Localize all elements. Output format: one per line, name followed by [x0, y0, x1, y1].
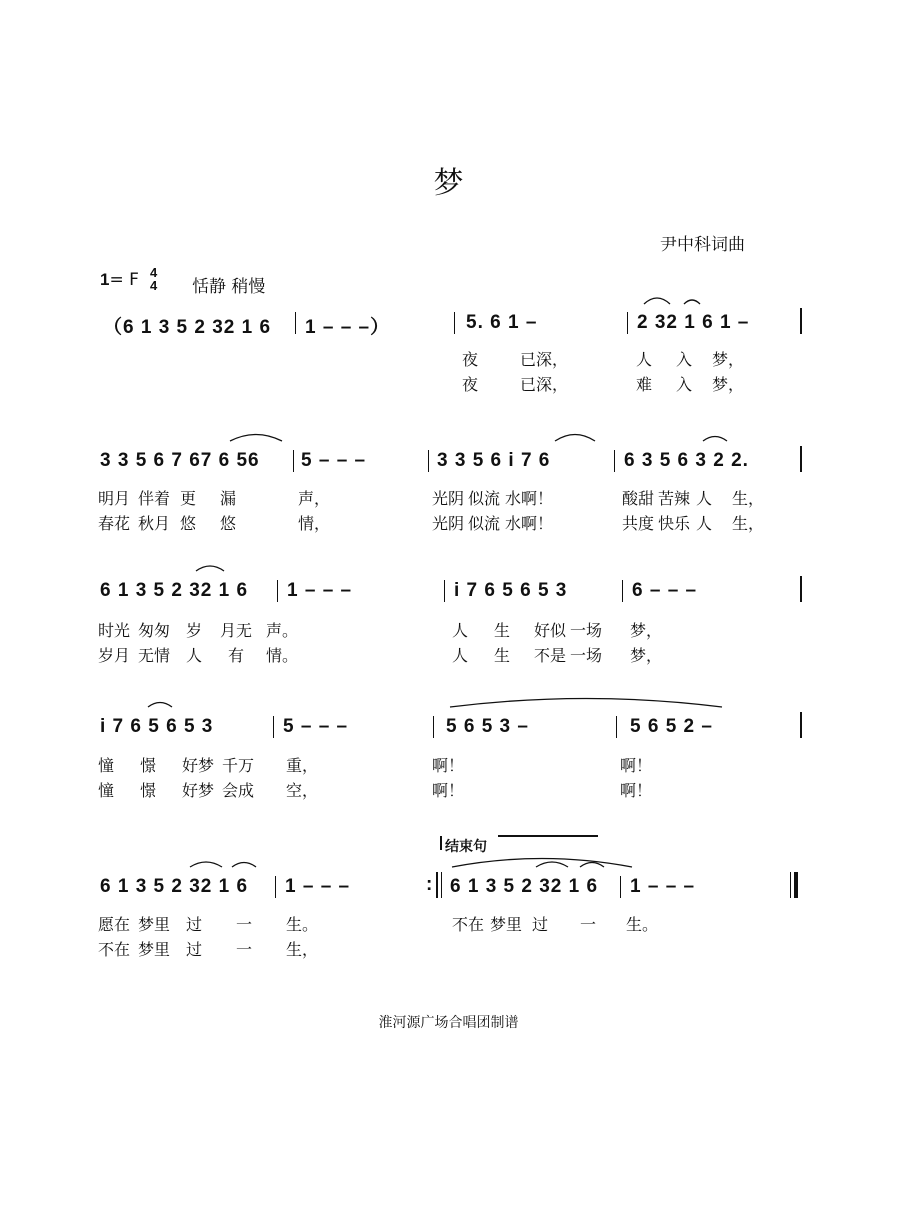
lyric: 月无	[220, 621, 253, 640]
slur	[555, 435, 595, 442]
lyric: 梦，	[630, 621, 663, 640]
lyric: 匆匆	[138, 621, 171, 640]
slur	[190, 862, 222, 867]
lyric: 梦，	[630, 646, 663, 665]
slur	[452, 859, 632, 868]
lyric: 酸甜	[622, 489, 655, 508]
lyric: 岁月	[98, 646, 131, 665]
lyric: 啊！	[432, 756, 465, 775]
lyric: 时光	[98, 621, 131, 640]
slur	[684, 300, 700, 304]
repeat-sign-dots: :	[426, 874, 434, 895]
lyric: 憬	[140, 756, 157, 775]
lyric: 有	[228, 646, 245, 665]
time-signature-bottom: 4	[150, 278, 158, 293]
row3-measure2: 1 – – –	[287, 580, 353, 601]
lyric: 快乐	[658, 514, 691, 533]
lyric: 不在	[452, 915, 485, 934]
lyric: 人	[452, 646, 469, 665]
row2-measure1: 3 3 5 6 7 67 6 56	[100, 450, 260, 471]
lyric: 梦，	[712, 350, 745, 369]
slur	[148, 703, 172, 708]
lyric: 一场	[570, 646, 603, 665]
lyric: 梦里	[138, 940, 171, 959]
slur	[644, 298, 670, 304]
lyric: 过	[186, 940, 203, 959]
row5-measure4: 1 – – –	[630, 876, 696, 897]
lyric: 一	[236, 940, 253, 959]
row5-measure3: 6 1 3 5 2 32 1 6	[450, 876, 599, 897]
lyric: 重，	[286, 756, 319, 775]
lyric: 憧	[98, 756, 115, 775]
lyric: 春花	[98, 514, 131, 533]
row4-measure3: 5 6 5 3 –	[446, 716, 529, 737]
row3-measure3: i 7 6 5 6 5 3	[454, 580, 568, 601]
lyric: 千万	[222, 756, 255, 775]
lyric: 一场	[570, 621, 603, 640]
lyric: 生，	[286, 940, 319, 959]
lyric: 无情	[138, 646, 171, 665]
row1-measure3: 5. 6 1 –	[466, 312, 538, 333]
lyric: 好梦	[182, 781, 215, 800]
lyric: 人	[186, 646, 203, 665]
lyric: 过	[532, 915, 549, 934]
row5-measure2: 1 – – –	[285, 876, 351, 897]
lyric: 生。	[286, 915, 319, 934]
lyric: 悠	[220, 514, 237, 533]
slur	[580, 863, 604, 868]
lyric: 生	[494, 621, 511, 640]
lyric: 悠	[180, 514, 197, 533]
lyric: 憧	[98, 781, 115, 800]
lyric: 一	[580, 915, 597, 934]
lyric: 夜	[462, 350, 479, 369]
lyric: 不是	[534, 646, 567, 665]
lyric: 岁	[186, 621, 203, 640]
lyric: 生，	[732, 489, 765, 508]
slur	[450, 699, 722, 708]
lyric: 似流	[468, 514, 501, 533]
lyric: 苦辣	[658, 489, 691, 508]
slur	[536, 862, 568, 867]
lyric: 入	[676, 350, 693, 369]
lyric: 秋月	[138, 514, 171, 533]
lyric: 梦里	[138, 915, 171, 934]
song-title: 梦	[433, 166, 464, 201]
slur	[230, 435, 282, 442]
row2-measure3: 3 3 5 6 i 7 6	[437, 450, 551, 471]
lyric: 憬	[140, 781, 157, 800]
lyric: 情，	[298, 514, 331, 533]
slur	[232, 863, 256, 868]
lyric: 入	[676, 375, 693, 394]
lyric: 光阴	[432, 514, 465, 533]
lyric: 明月	[98, 489, 131, 508]
lyric: 更	[180, 489, 197, 508]
lyric: 过	[186, 915, 203, 934]
row1-measure2: 1 – – –）	[305, 317, 391, 338]
lyric: 啊！	[620, 781, 653, 800]
lyric: 共度	[622, 514, 655, 533]
lyric: 人	[696, 514, 713, 533]
row4-measure2: 5 – – –	[283, 716, 349, 737]
tempo-marking: 恬静 稍慢	[192, 277, 266, 297]
time-signature-top: 4	[150, 265, 158, 280]
row4-measure4: 5 6 5 2 –	[630, 716, 713, 737]
lyric: 人	[452, 621, 469, 640]
lyric: 会成	[222, 781, 255, 800]
footer-credit: 淮河源广场合唱团制谱	[378, 1015, 519, 1031]
lyric: 人	[636, 350, 653, 369]
ending-label: 结束句	[445, 839, 487, 855]
lyric: 难	[636, 375, 653, 394]
lyric: 不在	[98, 940, 131, 959]
lyric: 已深，	[520, 350, 569, 369]
lyric: 声，	[298, 489, 331, 508]
lyric: 夜	[462, 375, 479, 394]
lyric: 生。	[626, 915, 659, 934]
lyric: 愿在	[98, 915, 131, 934]
row4-measure1: i 7 6 5 6 5 3	[100, 716, 214, 737]
lyric: 空，	[286, 781, 319, 800]
row5-measure1: 6 1 3 5 2 32 1 6	[100, 876, 249, 897]
lyric: 水啊！	[505, 514, 554, 533]
row2-measure4: 6 3 5 6 3 2 2.	[624, 450, 749, 471]
key-tonic: 1	[100, 270, 110, 289]
row1-measure4: 2 32 1 6 1 –	[637, 312, 750, 333]
lyric: 似流	[468, 489, 501, 508]
lyric: 生	[494, 646, 511, 665]
slur	[196, 566, 224, 571]
lyric: 漏	[220, 489, 237, 508]
lyric: 好梦	[182, 756, 215, 775]
lyric: 人	[696, 489, 713, 508]
slur	[703, 437, 727, 442]
lyric: 情。	[266, 646, 299, 665]
lyric: 生，	[732, 514, 765, 533]
lyric: 啊！	[620, 756, 653, 775]
row2-measure2: 5 – – –	[301, 450, 367, 471]
lyric: 已深，	[520, 375, 569, 394]
lyric: 光阴	[432, 489, 465, 508]
row3-measure4: 6 – – –	[632, 580, 698, 601]
lyric: 梦里	[490, 915, 523, 934]
lyric: 梦，	[712, 375, 745, 394]
key-note: = F	[109, 270, 139, 290]
lyric: 啊！	[432, 781, 465, 800]
composer-credit: 尹中科词曲	[660, 235, 745, 255]
lyric: 好似	[534, 621, 567, 640]
lyric: 一	[236, 915, 253, 934]
lyric: 伴着	[138, 489, 171, 508]
lyric: 声。	[266, 621, 299, 640]
row3-measure1: 6 1 3 5 2 32 1 6	[100, 580, 249, 601]
row1-measure1: （6 1 3 5 2 32 1 6	[103, 317, 272, 338]
lyric: 水啊！	[505, 489, 554, 508]
